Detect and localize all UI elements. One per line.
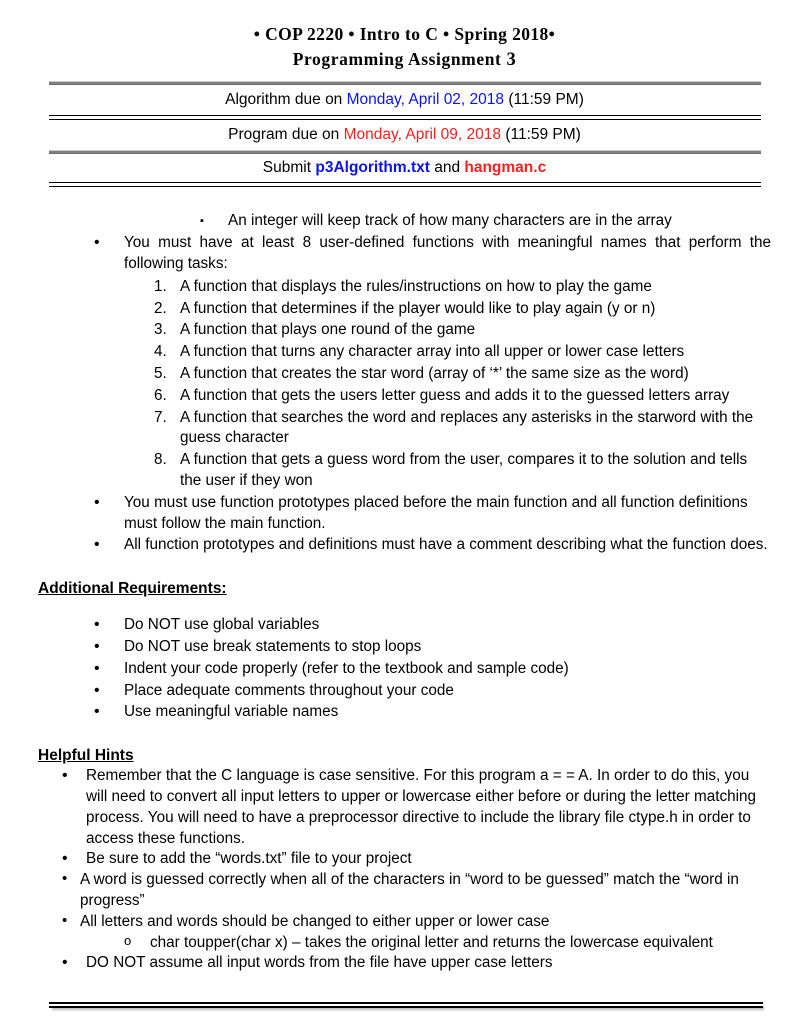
algorithm-due-time: (11:59 PM) xyxy=(504,91,584,109)
list-item-text: Place adequate comments throughout your code xyxy=(124,681,454,699)
list-item xyxy=(154,408,771,450)
program-due-date: Monday, April 09, 2018 xyxy=(343,126,502,144)
spacer xyxy=(62,723,771,745)
list-item-text: A function that gets a guess word from the user, compares it to the solution and tells the user if they won xyxy=(180,451,748,489)
assignment-number: 3 xyxy=(506,49,517,70)
algorithm-due-date: Monday, April 02, 2018 xyxy=(346,91,505,109)
list-item-text: A function that turns any character array into all upper or lower case letters xyxy=(180,343,685,361)
bullet-icon: • xyxy=(94,638,100,656)
list-item xyxy=(154,320,771,341)
spacer xyxy=(62,556,771,578)
list-item-text: Do NOT use global variables xyxy=(124,616,320,634)
program-due-time: (11:59 PM) xyxy=(501,126,581,144)
bullet-icon: • xyxy=(62,954,68,972)
square-bullet-icon: ▪ xyxy=(200,215,204,228)
page-footer-divider xyxy=(49,1002,763,1008)
list-item-text: A function that creates the star word (array of ‘*’ the same size as the word) xyxy=(180,364,689,382)
list-item xyxy=(154,277,771,298)
list-item-text: Be sure to add the “words.txt” file to your project xyxy=(86,850,412,868)
list-item-text: DO NOT assume all input words from the file have upper case letters xyxy=(86,954,553,972)
list-item xyxy=(94,702,771,723)
list-number: 3. xyxy=(154,321,167,339)
list-item xyxy=(94,493,771,535)
bullet-icon: • xyxy=(94,493,100,511)
page-title xyxy=(0,0,809,73)
list-item xyxy=(94,233,771,275)
document-body xyxy=(0,211,809,974)
list-item-text: You must use function prototypes placed before the main function and all function definitions must follow the main function. xyxy=(124,493,748,532)
course-title-line: • COP 2220 • Intro to C • Spring 2018• xyxy=(253,24,556,44)
list-item xyxy=(94,659,771,680)
list-item-text: An integer will keep track of how many characters are in the array xyxy=(228,212,672,230)
bullet-icon: • xyxy=(94,536,100,554)
bullet-icon: • xyxy=(62,870,68,888)
list-item-text: Indent your code properly (refer to the textbook and sample code) xyxy=(124,659,569,677)
list-item xyxy=(154,450,771,492)
helpful-hints-list xyxy=(62,766,771,974)
bullet-icon: • xyxy=(62,767,68,785)
list-item xyxy=(154,386,771,407)
list-item xyxy=(154,364,771,385)
list-item xyxy=(124,933,771,954)
list-item-text: Do NOT use break statements to stop loops xyxy=(124,638,422,656)
list-number: 1. xyxy=(154,277,167,295)
list-item xyxy=(94,637,771,658)
program-due-row xyxy=(49,120,761,150)
list-number: 7. xyxy=(154,408,167,426)
list-item-text: All letters and words should be changed to either upper or lower case xyxy=(80,912,550,930)
assignment-title-line xyxy=(0,47,809,73)
list-item xyxy=(154,342,771,363)
submit-file-algorithm: p3Algorithm.txt xyxy=(315,159,430,177)
list-item-text: A word is guessed correctly when all of the characters in “word to be guessed” match the “word in progress” xyxy=(80,871,739,910)
submit-conjunction: and xyxy=(429,159,465,177)
divider-double-2 xyxy=(49,182,761,187)
submit-prefix: Submit xyxy=(262,159,316,177)
bullet-icon: • xyxy=(94,234,100,252)
bullet-icon: • xyxy=(94,703,100,721)
circle-bullet-icon: o xyxy=(124,932,132,948)
bullet-icon: • xyxy=(62,911,68,929)
list-number: 8. xyxy=(154,451,167,469)
section-heading-helpful-hints: Helpful Hints xyxy=(38,747,134,765)
function-requirements-list xyxy=(154,277,771,492)
list-item-text: char toupper(char x) – takes the original letter and returns the lowercase equivalent xyxy=(150,933,713,951)
list-item xyxy=(62,870,771,912)
list-number: 4. xyxy=(154,343,167,361)
section-heading-additional-requirements: Additional Requirements: xyxy=(38,580,227,598)
algorithm-due-prefix: Algorithm due on xyxy=(225,91,347,109)
list-item-text: Remember that the C language is case sensitive. For this program a = = A. In order to do this, you will need to convert all input letters to upper or lowercase either before or during the letter matching process. You will need to have a preprocessor directive to include the library file ctype.h in order to access these functions. xyxy=(86,767,757,847)
list-item-text: A function that plays one round of the game xyxy=(180,321,476,339)
list-item xyxy=(94,615,771,636)
list-item-text: A function that displays the rules/instructions on how to play the game xyxy=(180,277,652,295)
spacer xyxy=(49,73,761,81)
additional-requirements-list xyxy=(62,615,771,723)
algorithm-due-row xyxy=(49,85,761,115)
submit-row xyxy=(49,154,761,182)
bullet-icon: • xyxy=(62,850,68,868)
list-item-text: You must have at least 8 user-defined functions with meaningful names that perform the following tasks: xyxy=(124,234,771,272)
list-item xyxy=(62,766,771,849)
list-item xyxy=(62,849,771,870)
bullet-icon: • xyxy=(94,659,100,677)
list-item-text: A function that determines if the player would like to play again (y or n) xyxy=(180,299,656,317)
list-item-text: Use meaningful variable names xyxy=(124,703,339,721)
submit-file-source: hangman.c xyxy=(464,159,547,177)
list-item xyxy=(200,211,771,232)
assignment-title-text: Programming Assignment xyxy=(292,48,507,69)
list-item xyxy=(154,299,771,320)
list-item xyxy=(62,953,771,974)
rule-group xyxy=(49,73,761,187)
list-item-text: A function that searches the word and replaces any asterisks in the starword with the guess character xyxy=(180,408,754,447)
list-number: 2. xyxy=(154,299,167,317)
list-number: 6. xyxy=(154,386,167,404)
list-item xyxy=(94,681,771,702)
list-item xyxy=(94,535,771,556)
bullet-icon: • xyxy=(94,681,100,699)
spacer xyxy=(62,599,771,614)
program-due-prefix: Program due on xyxy=(228,126,344,144)
list-item-text: All function prototypes and definitions must have a comment describing what the function does. xyxy=(124,536,768,554)
list-number: 5. xyxy=(154,364,167,382)
list-item xyxy=(62,912,771,933)
bullet-icon: • xyxy=(94,616,100,634)
list-item-text: A function that gets the users letter guess and adds it to the guessed letters array xyxy=(180,386,730,404)
